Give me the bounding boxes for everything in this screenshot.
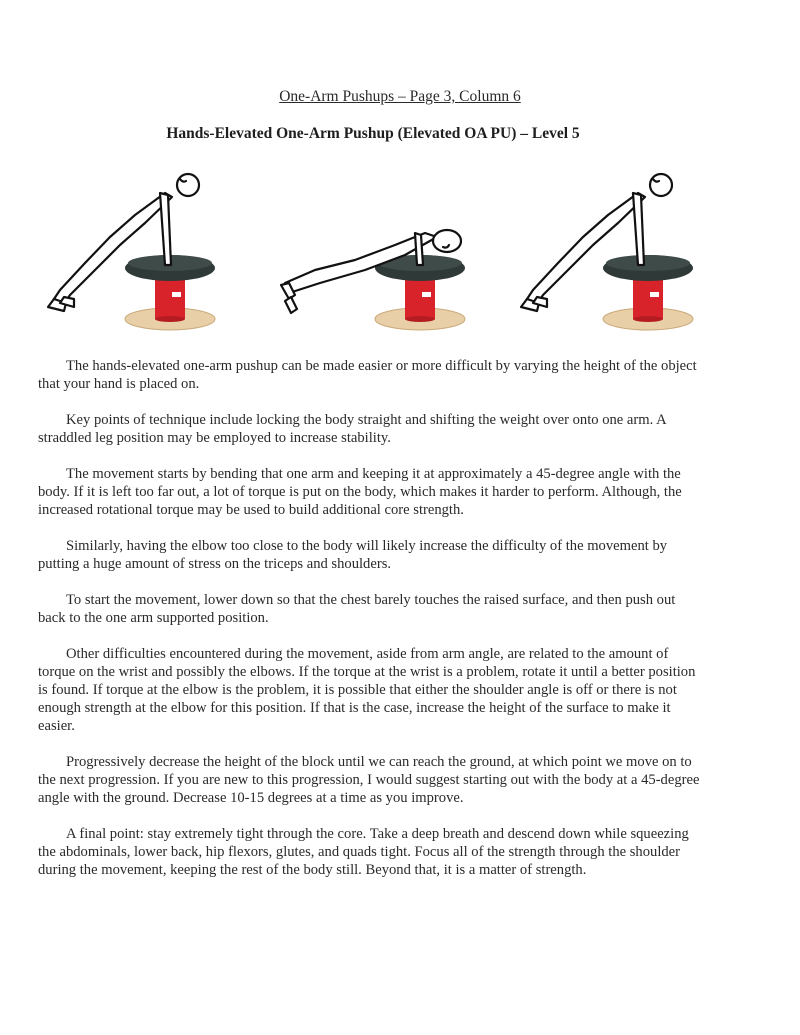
page-title: Hands-Elevated One-Arm Pushup (Elevated OA PU) – Level 5 [166, 125, 580, 142]
elevated-platform-icon [603, 255, 693, 330]
paragraph-start: To start the movement, lower down so that the chest barely touches the raised surface, and then push out back to the one arm supported position. [38, 592, 676, 626]
body-text [38, 357, 706, 897]
figure-start-position [40, 165, 240, 340]
paragraph-difficulties: Other difficulties encountered during the movement, aside from arm angle, are related to the amount of torque on the wrist and possibly the elbows. If the torque at the wrist is a problem, rotate it until a better position is found. If torque at the elbow is the problem, it is possible that either the shoulder angle is off or there is not enough strength at the elbow for this position. If that is the case, increase the height of the surface to make it easier. [38, 646, 696, 734]
figure-end-position [508, 165, 708, 340]
exercise-figures [40, 165, 730, 340]
paragraph-movement: The movement starts by bending that one arm and keeping it at approximately a 45-degree angle with the body. If it is left too far out, a lot of torque is put on the body, which makes it harder to perform. Although, the increased rotational torque may be used to build additional core strength. [38, 466, 682, 518]
paragraph-technique: Key points of technique include locking the body straight and shifting the weight over onto one arm. A straddled leg position may be employed to increase stability. [38, 412, 666, 446]
figure-bottom-position [275, 165, 495, 340]
paragraph-intro: The hands-elevated one-arm pushup can be made easier or more difficult by varying the height of the object that your hand is placed on. [38, 358, 697, 392]
paragraph-final-point: A final point: stay extremely tight through the core. Take a deep breath and descend down while squeezing the abdominals, lower back, hip flexors, glutes, and quads tight. Focus all of the strength through the shoulder during the movement, keeping the rest of the body still. Beyond that, it is a matter of strength. [38, 826, 689, 878]
paragraph-elbow: Similarly, having the elbow too close to the body will likely increase the difficulty of the movement by putting a huge amount of stress on the triceps and shoulders. [38, 538, 668, 572]
elevated-platform-icon [375, 255, 465, 330]
elevated-platform-icon [125, 255, 215, 330]
page-header: One-Arm Pushups – Page 3, Column 6 [279, 88, 521, 105]
paragraph-progression: Progressively decrease the height of the block until we can reach the ground, at which point we move on to the next progression. If you are new to this progression, I would suggest starting out with the body at a 45-degree angle with the ground. Decrease 10-15 degrees at a time as you improve. [38, 754, 700, 806]
